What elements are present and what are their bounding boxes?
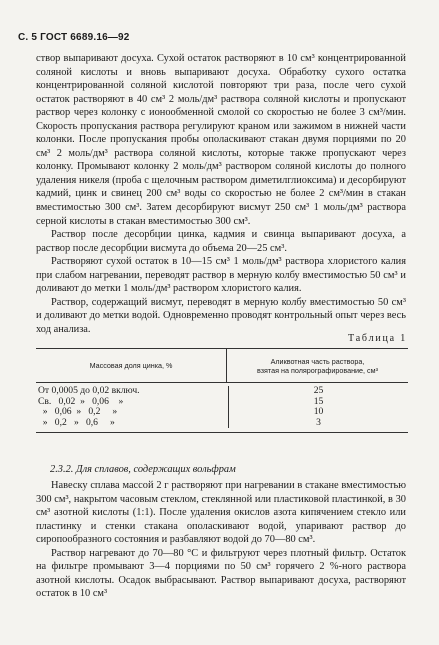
table-cell-volume: 25 [313,385,324,396]
column-header-aliquot [227,349,408,382]
table-body [36,383,408,432]
column-header-line: взятая на полярографирование, см³ [257,365,378,375]
table-cell-volume: 15 [313,395,324,407]
table-cell-range: » 0,2 » 0,6 » [38,416,115,428]
page-header: С. 5 ГОСТ 6689.16—92 [18,32,130,43]
paragraph: Раствор после десорбции цинка, кадмия и свинца выпаривают досуха, а раствор после десорбции висмута до объема 20—25 см³. [36,229,406,254]
paragraph: Навеску сплава массой 2 г растворяют при нагревании в стакане вместимостью 300 см³, накрытом часовым стеклом, стеклянной или пластиковой пластинкой, в 30 см³ азотной кислоты (1:1). После удаления окислов азота кипячением стекло или пластинку и стенки стакана ополаскивают водой, упаривают раствор до сиропообразного состояния и разбавляют водой до 70—80 см³. [36,480,406,546]
column-zinc [36,386,229,428]
table-caption: Таблица 1 [348,333,407,344]
paragraph: створ выпаривают досуха. Сухой остаток растворяют в 10 см³ концентрированной соляной кислоты и вновь выпаривают досуха. Обработку сухого остатка концентрированной соляной кислотой повторяют три раза, после чего сухой остаток растворяют в 40 см³ 2 моль/дм³ раствора соляной кислоты и пропускают раствор через колонку с ионообменной смолой со скоростью не более 3 см³/мин. Скорость пропускания раствора регулируют краном или зажимом в нижней части колонки. После пропускания пробы ополаскивают стакан двумя порциями по 20 см³ 2 моль/дм³ раствора соляной кислоты, которые также пропускают через колонку. Промывают колонку 2 моль/дм³ раствором соляной кислоты до полного удаления никеля (проба с щелочным раствором диметилглиоксима) и десорбируют кадмий, цинк и свинец 200 см³ воды со скоростью не более 2 см³/мин в стакан вместимостью 300 см³. Затем десорбируют висмут 250 см³ 1 моль/дм³ раствора серной кислоты в стакан вместимостью 300 см³. [36,53,406,227]
body-text-top [36,52,406,336]
table-cell-range: От 0,0005 до 0,02 включ. [38,385,140,396]
paragraph: Раствор нагревают до 70—80 °С и фильтруют через плотный фильтр. Остаток на фильтре промывают 3—4 порциями по 50 см³ горячего 2 %-ного раствора азотной кислоты. Осадок выбрасывают. Раствор выпаривают досуха, растворяют остаток в 10 см³ [36,547,406,600]
paragraph: Растворяют сухой остаток в 10—15 см³ 1 моль/дм³ раствора хлористого калия при слабом нагревании, переводят раствор в мерную колбу вместимостью 50 см³ и доливают до метки 1 моль/дм³ раствором хлористого калия. [36,256,406,295]
column-header-zinc: Массовая доля цинка, % [36,349,227,382]
section-subheading: 2.3.2. Для сплавов, содержащих вольфрам [50,464,236,475]
body-text-bottom [36,479,406,601]
column-aliquot [229,386,408,428]
column-header-line: Аликвотная часть раствора, [270,356,365,366]
paragraph: Раствор, содержащий висмут, переводят в мерную колбу вместимостью 50 см³ и доливают до метки водой. Одновременно проводят контрольный опыт через весь ход анализа. [36,296,406,335]
table-header [36,349,408,383]
table-cell-volume: 3 [316,416,321,428]
table-cell-range: Св. 0,02 » 0,06 » [38,395,124,407]
data-table [36,348,408,433]
table-cell-volume: 10 [313,406,324,417]
table-cell-range: » 0,06 » 0,2 » [38,406,118,417]
